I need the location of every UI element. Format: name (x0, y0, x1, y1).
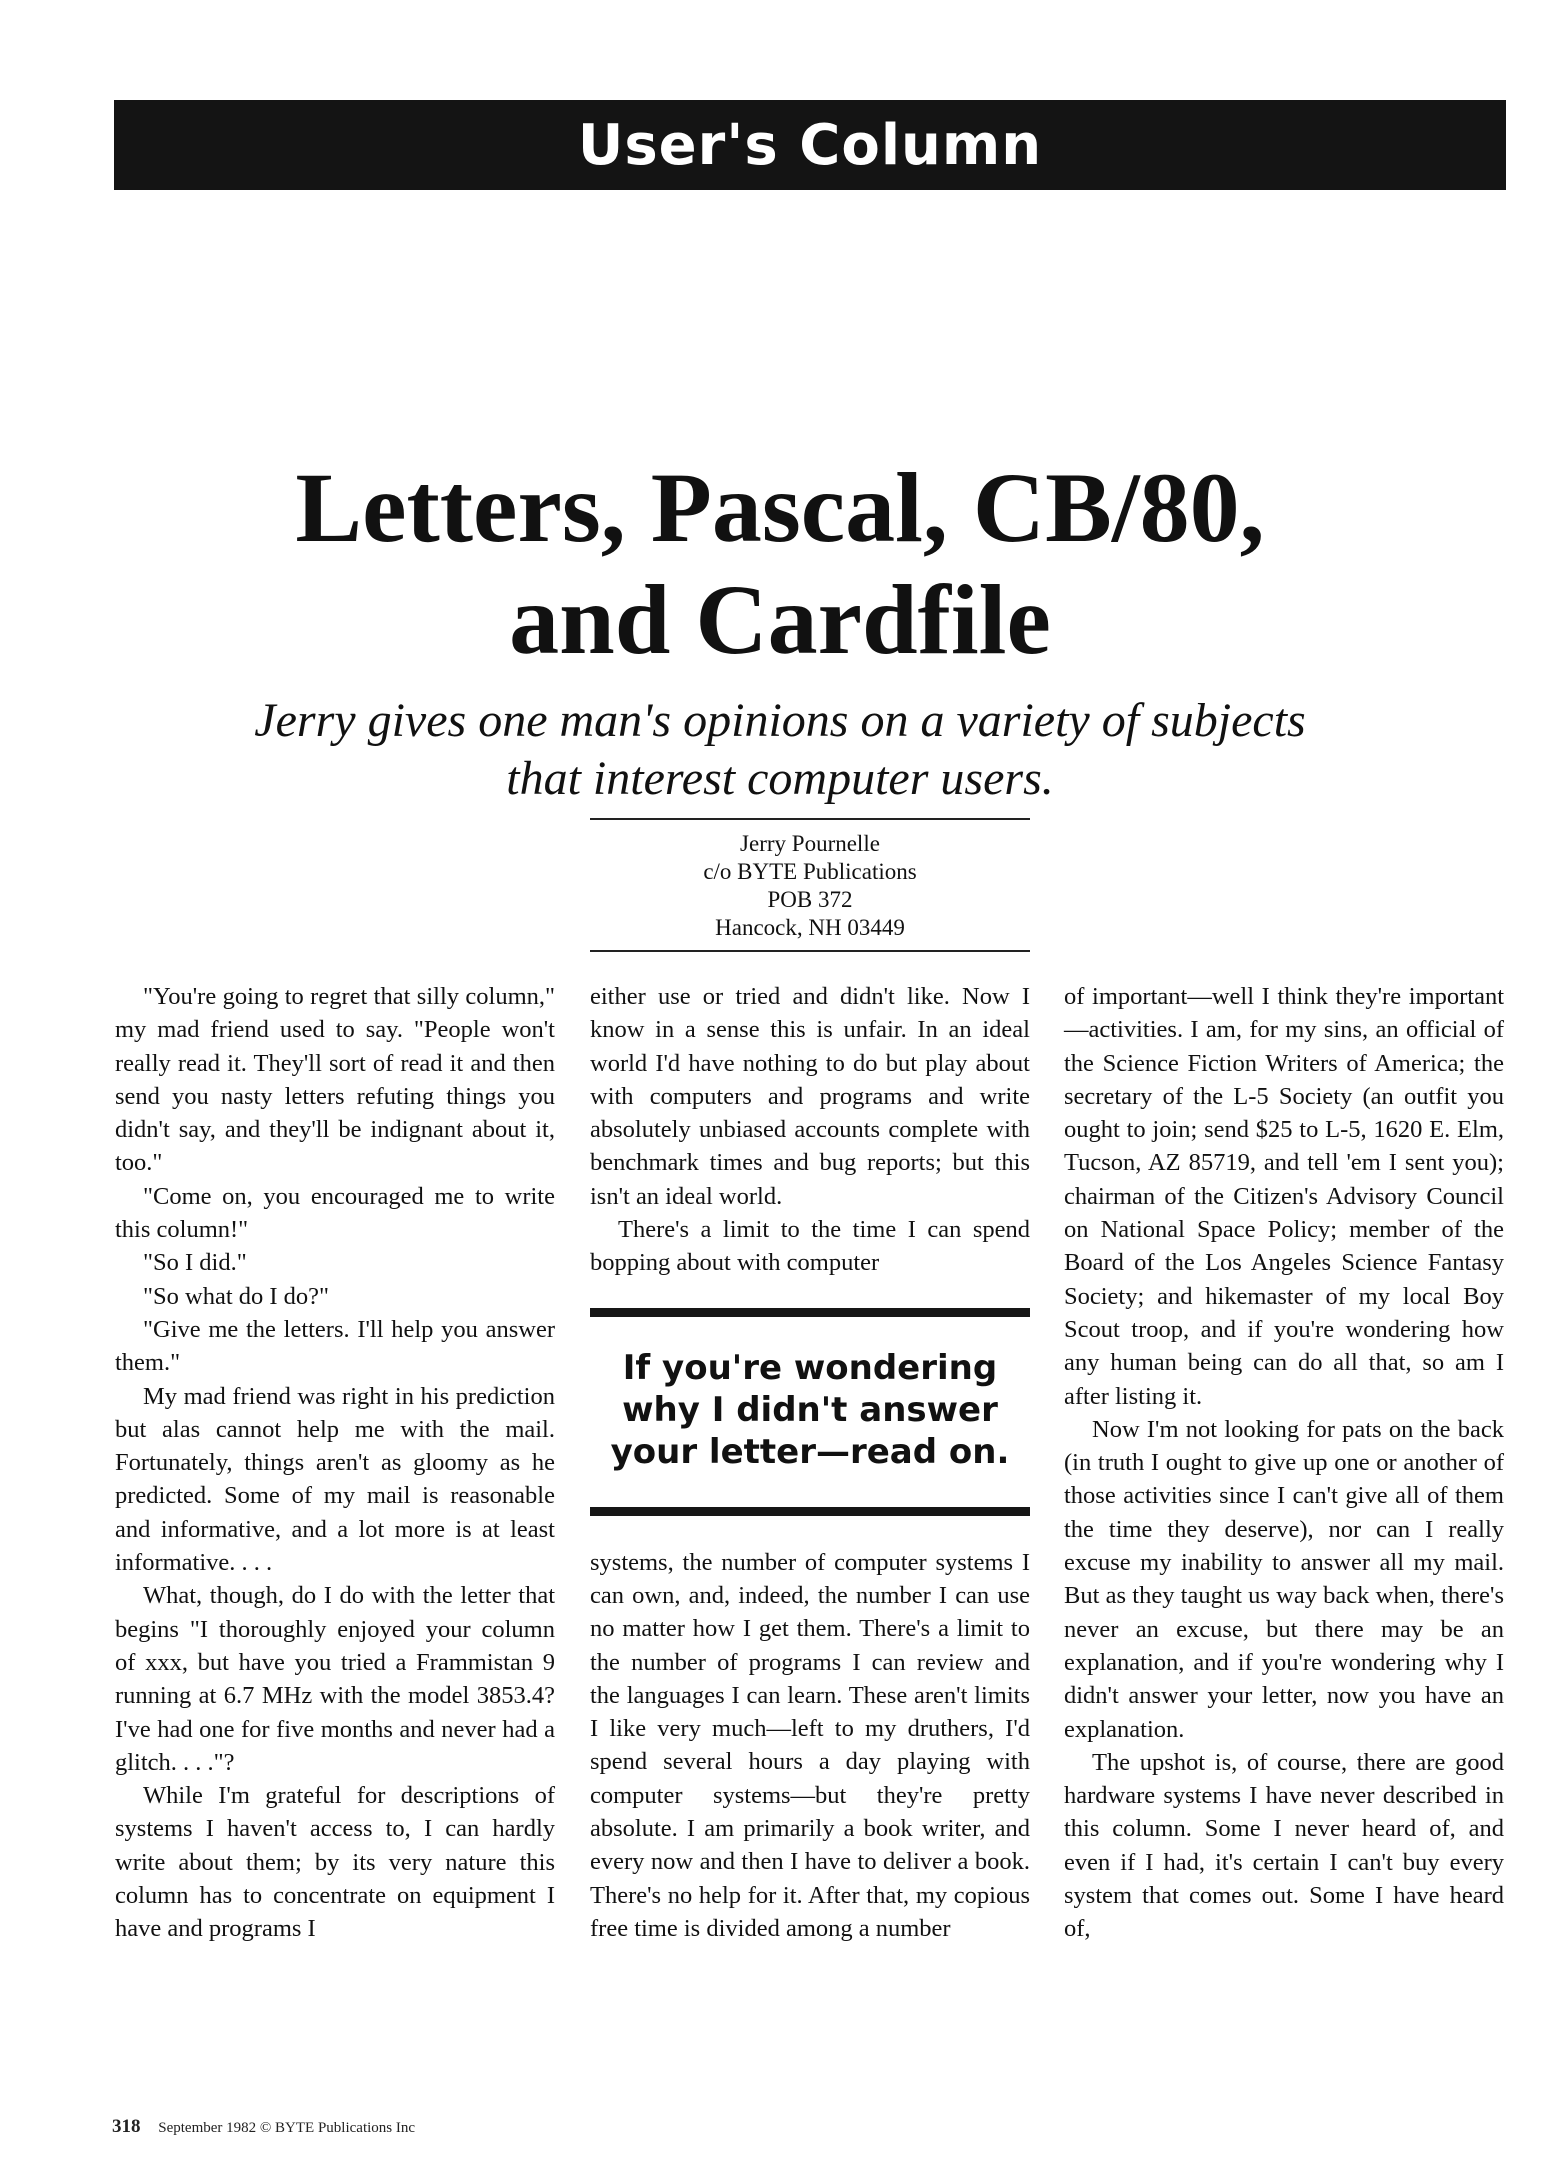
pull-quote: If you're wondering why I didn't answer your letter—read on. (590, 1308, 1030, 1516)
paragraph: either use or tried and didn't like. Now I know in a sense this is unfair. In an ideal world I'd have nothing to do but play about with computers and programs and write absolutely unbiased accounts complete with benchmark times and bug reports; but this isn't an ideal world. (590, 983, 1030, 1210)
author-care-of: c/o BYTE Publications (703, 859, 917, 884)
title-line-1: Letters, Pascal, CB/80, (295, 452, 1265, 563)
paragraph: "You're going to regret that silly column," my mad friend used to say. "People won't really read it. They'll sort of read it and then send you nasty letters refuting things you didn't say, and they'll be indignant about it, too." (115, 983, 555, 1177)
subtitle-line-1: Jerry gives one man's opinions on a variety of subjects (254, 694, 1306, 747)
author-address (590, 818, 1030, 952)
paragraph: systems, the number of computer systems I can own, and, indeed, the number I can use no matter how I get them. There's a limit to the number of programs I can review and the languages I can learn. These aren't limits I like very much—left to my druthers, I'd spend several hours a day playing with computer systems—but they're pretty absolute. I am primarily a book writer, and every now and then I have to deliver a book. There's no help for it. After that, my copious free time is divided among a number (590, 1548, 1030, 1942)
column-2 (590, 980, 1030, 1945)
paragraph: "So what do I do?" (143, 1282, 330, 1310)
page-number: 318 (112, 2116, 141, 2137)
title-line-2: and Cardfile (509, 564, 1051, 675)
column-3 (1064, 980, 1504, 1946)
paragraph: While I'm grateful for descriptions of systems I haven't access to, I can hardly write about them; by its very nature this column has to concentrate on equipment I have and programs I (115, 1782, 555, 1943)
paragraph: The upshot is, of course, there are good hardware systems I have never described in this column. Some I never heard of, and even if I had, it's certain I can't buy every system that comes out. Some I have heard of, (1064, 1748, 1504, 1943)
author-city: Hancock, NH 03449 (715, 915, 905, 940)
paragraph: of important—well I think they're important—activities. I am, for my sins, an official of the Science Fiction Writers of America; the secretary of the L-5 Society (an outfit you ought to join; send $25 to L-5, 1620 E. Elm, Tucson, AZ 85719, and tell 'em I sent you); chairman of the Citizen's Advisory Council on National Space Policy; member of the Board of the Los Angeles Science Fantasy Society; and hikemaster of my local Boy Scout troop, and if you're wondering how any human being can do all that, so am I after listing it. (1064, 983, 1504, 1410)
issue-credit: September 1982 © BYTE Publications Inc (158, 2120, 416, 2136)
column-1 (115, 980, 555, 1946)
column-banner (114, 100, 1506, 190)
paragraph: Now I'm not looking for pats on the back (in truth I ought to give up one or another of those activities since I can't give all of them the time they deserve), nor can I really excuse my inability to answer all my mail. But as they taught us way back when, there's never an excuse, but there may be an explanation, and if you're wondering why I didn't answer your letter, now you have an explanation. (1064, 1415, 1504, 1743)
article-title (0, 452, 1560, 676)
page-footer (112, 2116, 415, 2138)
paragraph: "Come on, you encouraged me to write this column!" (115, 1182, 555, 1244)
subtitle-line-2: that interest computer users. (506, 752, 1054, 805)
paragraph: "So I did." (143, 1249, 247, 1277)
paragraph: My mad friend was right in his prediction but alas cannot help me with the mail. Fortunately, things aren't as gloomy as he predicted. Some of my mail is reasonable and informative, and a lot more is at least informative. . . . (115, 1382, 555, 1577)
article-subtitle (0, 692, 1560, 808)
author-name: Jerry Pournelle (740, 831, 880, 856)
author-box: POB 372 (767, 887, 853, 912)
paragraph: "Give me the letters. I'll help you answer them." (115, 1315, 555, 1377)
banner-title: User's Column (577, 112, 1043, 178)
paragraph: What, though, do I do with the letter that begins "I thoroughly enjoyed your column of xxx, but have you tried a Frammistan 9 running at 6.7 MHz with the model 3853.4? I've had one for five months and never had a glitch. . . ."? (115, 1582, 555, 1776)
paragraph: There's a limit to the time I can spend bopping about with computer (590, 1216, 1030, 1277)
